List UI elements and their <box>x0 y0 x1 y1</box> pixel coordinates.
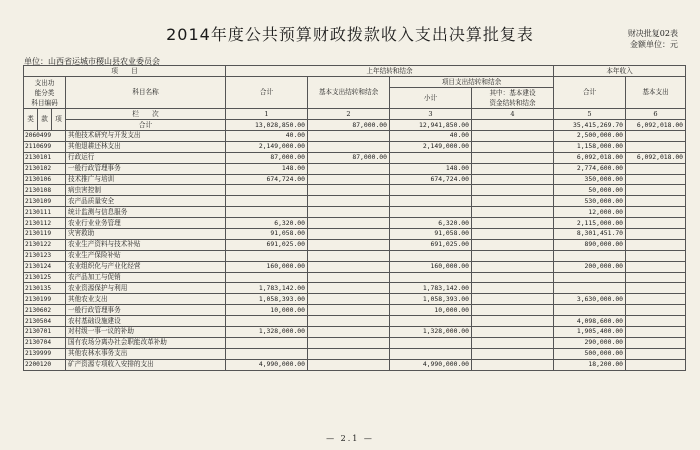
amount-capital <box>472 218 554 229</box>
amount-capital <box>472 316 554 327</box>
table-row <box>24 207 686 218</box>
col-number: 2 <box>308 109 390 120</box>
amount-income-total <box>554 305 626 316</box>
amount-capital <box>472 261 554 272</box>
amount-income-basic <box>626 229 686 240</box>
table-row <box>24 239 686 250</box>
header-subject-code-line: 支出功 <box>34 78 55 87</box>
amount-subtotal <box>390 272 472 283</box>
table-row <box>24 305 686 316</box>
table-row <box>24 283 686 294</box>
header-income-basic: 基本支出 <box>626 77 686 109</box>
amount-total <box>226 185 308 196</box>
amount-total: 10,000.00 <box>226 305 308 316</box>
amount-subtotal: 6,320.00 <box>390 218 472 229</box>
subject-code: 2130111 <box>24 207 66 218</box>
amount-basic <box>308 337 390 348</box>
header-carryover: 上年结转和结余 <box>226 66 554 77</box>
amount-basic <box>308 239 390 250</box>
amount-basic <box>308 305 390 316</box>
table-row <box>24 141 686 152</box>
subject-name: 农产品加工与促销 <box>66 272 226 283</box>
table-row <box>24 359 686 370</box>
subject-code: 2130701 <box>24 327 66 338</box>
amount-subtotal: 10,000.00 <box>390 305 472 316</box>
amount-capital <box>472 141 554 152</box>
table-row <box>24 272 686 283</box>
total-cell: 6,092,018.00 <box>626 120 686 131</box>
amount-total: 674,724.00 <box>226 174 308 185</box>
amount-total: 1,058,393.00 <box>226 294 308 305</box>
total-cell <box>472 120 554 131</box>
amount-income-basic <box>626 185 686 196</box>
amount-income-total: 12,000.00 <box>554 207 626 218</box>
subject-name: 其他农林水事务支出 <box>66 348 226 359</box>
amount-subtotal: 4,990,000.00 <box>390 359 472 370</box>
amount-income-basic <box>626 327 686 338</box>
amount-subtotal: 674,724.00 <box>390 174 472 185</box>
amount-capital <box>472 250 554 261</box>
amount-basic <box>308 294 390 305</box>
col-number: 3 <box>390 109 472 120</box>
organization-label: 单位：山西省运城市稷山县农业委员会 <box>24 57 160 66</box>
amount-income-basic <box>626 348 686 359</box>
amount-income-total <box>554 283 626 294</box>
amount-basic <box>308 359 390 370</box>
table-row <box>24 261 686 272</box>
total-label: 合计 <box>66 120 226 131</box>
subject-code: 2130122 <box>24 239 66 250</box>
header-subject-code <box>24 77 66 109</box>
amount-basic: 87,000.00 <box>308 152 390 163</box>
amount-total <box>226 207 308 218</box>
table-row <box>24 196 686 207</box>
total-cell: 35,415,269.70 <box>554 120 626 131</box>
col-number: 5 <box>554 109 626 120</box>
amount-subtotal: 91,058.00 <box>390 229 472 240</box>
amount-total: 91,058.00 <box>226 229 308 240</box>
amount-capital <box>472 196 554 207</box>
amount-income-basic: 6,092,018.00 <box>626 152 686 163</box>
amount-income-total: 890,000.00 <box>554 239 626 250</box>
subject-code: 2130704 <box>24 337 66 348</box>
amount-capital <box>472 163 554 174</box>
amount-income-basic <box>626 272 686 283</box>
amount-basic <box>308 327 390 338</box>
amount-capital <box>472 348 554 359</box>
table-row <box>24 185 686 196</box>
amount-basic <box>308 316 390 327</box>
table-row <box>24 131 686 142</box>
amount-income-total: 2,500,000.00 <box>554 131 626 142</box>
subject-name: 农村基础设施建设 <box>66 316 226 327</box>
page-number: — 2.1 — <box>326 434 374 443</box>
amount-income-basic <box>626 141 686 152</box>
subject-name: 其他农业支出 <box>66 294 226 305</box>
amount-subtotal: 1,783,142.00 <box>390 283 472 294</box>
amount-capital <box>472 327 554 338</box>
amount-basic <box>308 196 390 207</box>
subject-name: 对村级一事一议的补助 <box>66 327 226 338</box>
header-total: 合计 <box>226 77 308 109</box>
amount-basic <box>308 272 390 283</box>
amount-income-basic <box>626 250 686 261</box>
amount-basic <box>308 185 390 196</box>
amount-income-total <box>554 250 626 261</box>
amount-basic <box>308 250 390 261</box>
subject-name: 农业生产保险补贴 <box>66 250 226 261</box>
amount-total: 691,025.00 <box>226 239 308 250</box>
amount-subtotal: 2,149,000.00 <box>390 141 472 152</box>
amount-capital <box>472 131 554 142</box>
col-number: 4 <box>472 109 554 120</box>
amount-capital <box>472 185 554 196</box>
subject-name: 一般行政管理事务 <box>66 305 226 316</box>
amount-total: 1,328,000.00 <box>226 327 308 338</box>
header-subject-code-line: 能分类 <box>34 88 55 97</box>
amount-income-total: 200,000.00 <box>554 261 626 272</box>
amount-subtotal <box>390 250 472 261</box>
amount-capital <box>472 239 554 250</box>
amount-total: 2,149,000.00 <box>226 141 308 152</box>
subject-code: 2130101 <box>24 152 66 163</box>
amount-income-basic <box>626 196 686 207</box>
amount-total: 1,783,142.00 <box>226 283 308 294</box>
amount-total <box>226 196 308 207</box>
amount-income-total: 350,000.00 <box>554 174 626 185</box>
subject-code: 2130199 <box>24 294 66 305</box>
header-capital-carry <box>472 88 554 109</box>
amount-subtotal: 1,058,393.00 <box>390 294 472 305</box>
header-subject-code-line: 科目编码 <box>31 98 58 107</box>
subject-code: 2130124 <box>24 261 66 272</box>
amount-capital <box>472 294 554 305</box>
subject-code: 2130119 <box>24 229 66 240</box>
amount-capital <box>472 305 554 316</box>
amount-basic <box>308 141 390 152</box>
header-subtotal: 小计 <box>390 88 472 109</box>
subject-code: 2130102 <box>24 163 66 174</box>
amount-total: 4,990,000.00 <box>226 359 308 370</box>
amount-total: 148.00 <box>226 163 308 174</box>
column-number-row <box>24 109 686 120</box>
amount-subtotal <box>390 316 472 327</box>
amount-income-total: 1,158,000.00 <box>554 141 626 152</box>
subject-code: 2130602 <box>24 305 66 316</box>
amount-income-basic <box>626 305 686 316</box>
amount-income-total: 500,000.00 <box>554 348 626 359</box>
amount-capital <box>472 272 554 283</box>
subject-code: 2130109 <box>24 196 66 207</box>
subject-code: 2139999 <box>24 348 66 359</box>
subject-name: 农业组织化与产业化经营 <box>66 261 226 272</box>
amount-capital <box>472 152 554 163</box>
amount-basic <box>308 218 390 229</box>
amount-income-basic <box>626 283 686 294</box>
header-basic-carry: 基本支出结转和结余 <box>308 77 390 109</box>
amount-subtotal <box>390 337 472 348</box>
subject-name: 病虫害控制 <box>66 185 226 196</box>
header-row-1 <box>24 66 686 77</box>
amount-capital <box>472 359 554 370</box>
amount-total: 40.00 <box>226 131 308 142</box>
page-title: 2014年度公共预算财政拨款收入支出决算批复表 <box>166 25 534 44</box>
amount-total <box>226 348 308 359</box>
amount-basic <box>308 283 390 294</box>
total-cell: 12,941,850.00 <box>390 120 472 131</box>
header-capital-line: 其中：基本建设 <box>489 89 536 97</box>
header-item: 项 目 <box>24 66 226 77</box>
subject-name: 灾害救助 <box>66 229 226 240</box>
amount-income-total: 6,092,018.00 <box>554 152 626 163</box>
amount-total <box>226 337 308 348</box>
header-current-income: 本年收入 <box>554 66 686 77</box>
subject-code: 2130135 <box>24 283 66 294</box>
amount-income-total: 18,200.00 <box>554 359 626 370</box>
amount-income-total: 2,115,000.00 <box>554 218 626 229</box>
amount-income-total: 50,000.00 <box>554 185 626 196</box>
amount-subtotal <box>390 152 472 163</box>
amount-income-basic <box>626 218 686 229</box>
subject-code: 2130112 <box>24 218 66 229</box>
subject-code: 2060499 <box>24 131 66 142</box>
col-number: 6 <box>626 109 686 120</box>
amount-basic <box>308 229 390 240</box>
table-row <box>24 327 686 338</box>
subject-name: 技术推广与培训 <box>66 174 226 185</box>
amount-income-total: 8,301,451.70 <box>554 229 626 240</box>
header-capital-line: 资金结转和结余 <box>489 99 536 107</box>
table-row <box>24 337 686 348</box>
amount-income-basic <box>626 261 686 272</box>
table-row <box>24 316 686 327</box>
amount-subtotal: 160,000.00 <box>390 261 472 272</box>
total-cell: 87,000.00 <box>308 120 390 131</box>
subject-name: 农业资源保护与利用 <box>66 283 226 294</box>
amount-basic <box>308 163 390 174</box>
table-row <box>24 229 686 240</box>
subject-code: 2130125 <box>24 272 66 283</box>
header-row-2 <box>24 77 686 88</box>
amount-income-basic <box>626 337 686 348</box>
subject-name: 行政运行 <box>66 152 226 163</box>
subject-code: 2130504 <box>24 316 66 327</box>
total-row <box>24 120 686 131</box>
amount-income-total: 2,774,600.00 <box>554 163 626 174</box>
amount-basic <box>308 348 390 359</box>
header-subject-name: 科目名称 <box>66 77 226 109</box>
subject-code: 2200120 <box>24 359 66 370</box>
amount-income-total: 4,098,600.00 <box>554 316 626 327</box>
amount-income-total: 530,000.00 <box>554 196 626 207</box>
amount-subtotal: 691,025.00 <box>390 239 472 250</box>
header-lanci: 栏 次 <box>66 109 226 120</box>
amount-basic <box>308 131 390 142</box>
header-kuan: 款 <box>38 109 52 131</box>
amount-income-basic <box>626 174 686 185</box>
subject-name: 一般行政管理事务 <box>66 163 226 174</box>
amount-capital <box>472 229 554 240</box>
amount-basic <box>308 174 390 185</box>
amount-total <box>226 316 308 327</box>
amount-income-basic <box>626 239 686 250</box>
header-xiang: 项 <box>52 109 66 131</box>
subject-code: 2130108 <box>24 185 66 196</box>
subject-name: 国有农场分离办社会职能改革补助 <box>66 337 226 348</box>
amount-total <box>226 250 308 261</box>
amount-basic <box>308 207 390 218</box>
amount-capital <box>472 207 554 218</box>
amount-basic <box>308 261 390 272</box>
subject-name: 农产品质量安全 <box>66 196 226 207</box>
subject-name: 其他技术研究与开发支出 <box>66 131 226 142</box>
amount-total: 87,000.00 <box>226 152 308 163</box>
form-code: 财决批复02表 <box>627 29 678 38</box>
amount-income-basic <box>626 359 686 370</box>
header-lei: 类 <box>24 109 38 131</box>
amount-subtotal: 148.00 <box>390 163 472 174</box>
subject-code: 2130106 <box>24 174 66 185</box>
table-row <box>24 152 686 163</box>
amount-capital <box>472 337 554 348</box>
subject-name: 农业行业业务管理 <box>66 218 226 229</box>
subject-name: 矿产资源专项收入安排的支出 <box>66 359 226 370</box>
table-row <box>24 174 686 185</box>
amount-income-total: 1,905,400.00 <box>554 327 626 338</box>
amount-income-basic <box>626 316 686 327</box>
subject-code: 2110699 <box>24 141 66 152</box>
amount-income-total: 290,000.00 <box>554 337 626 348</box>
amount-income-total <box>554 272 626 283</box>
table-row <box>24 348 686 359</box>
amount-income-total: 3,630,000.00 <box>554 294 626 305</box>
amount-subtotal <box>390 196 472 207</box>
header-project-carry: 项目支出结转和结余 <box>390 77 554 88</box>
subject-name: 其他退耕还林支出 <box>66 141 226 152</box>
amount-capital <box>472 283 554 294</box>
total-cell: 13,028,850.00 <box>226 120 308 131</box>
budget-table <box>23 65 686 371</box>
subject-name: 农业生产资料与技术补贴 <box>66 239 226 250</box>
col-number: 1 <box>226 109 308 120</box>
amount-income-basic <box>626 207 686 218</box>
table-row <box>24 218 686 229</box>
header-income-total: 合计 <box>554 77 626 109</box>
amount-subtotal <box>390 348 472 359</box>
amount-total: 160,000.00 <box>226 261 308 272</box>
amount-income-basic <box>626 294 686 305</box>
subject-code: 2130123 <box>24 250 66 261</box>
table-row <box>24 250 686 261</box>
amount-total <box>226 272 308 283</box>
amount-income-basic <box>626 131 686 142</box>
amount-capital <box>472 174 554 185</box>
amount-income-basic <box>626 163 686 174</box>
subject-name: 统计监测与信息服务 <box>66 207 226 218</box>
amount-total: 6,320.00 <box>226 218 308 229</box>
amount-subtotal: 1,328,000.00 <box>390 327 472 338</box>
amount-subtotal <box>390 207 472 218</box>
amount-unit: 金额单位：元 <box>630 40 678 49</box>
amount-subtotal <box>390 185 472 196</box>
table-row <box>24 294 686 305</box>
amount-subtotal: 40.00 <box>390 131 472 142</box>
table-row <box>24 163 686 174</box>
